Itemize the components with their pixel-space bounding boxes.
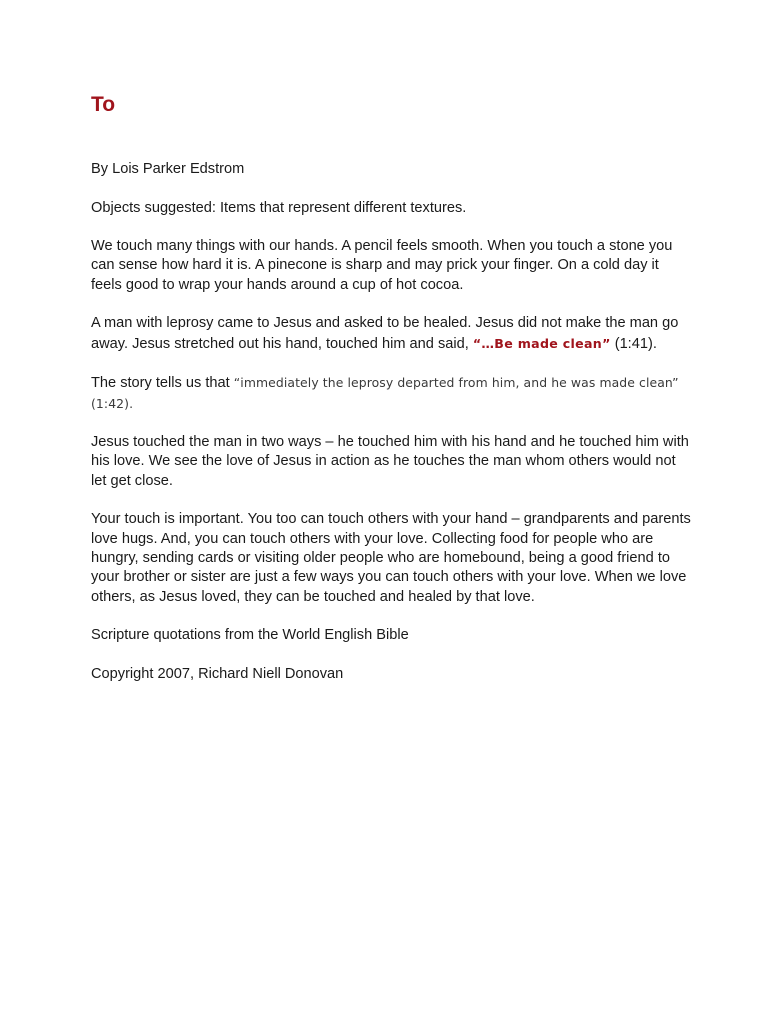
- paragraph-3: [91, 373, 691, 414]
- copyright: Copyright 2007, Richard Niell Donovan: [91, 665, 344, 682]
- scripture-quote-immediately: “immediately the leprosy departed from him, and he was made clean” (1:42).: [91, 375, 679, 411]
- paragraph-5: Your touch is important. You too can touch others with your hand – grandparents and parents love hugs. And, you can touch others with your love. Collecting food for people who are hungry, sending cards or visiting older people who are homebound, being a good friend to your brother or sister are just a few ways you can touch others with your love. When we love others, as Jesus loved, they can be touched and healed by that love.: [91, 511, 691, 605]
- paragraph-4: Jesus touched the man in two ways – he touched him with his hand and he touched him with his love. We see the love of Jesus in action as he touches the man whom others would not let get close.: [91, 434, 689, 489]
- scripture-note: Scripture quotations from the World English Bible: [91, 627, 409, 644]
- paragraph-2-reference: (1:41).: [610, 335, 657, 352]
- paragraph-1: We touch many things with our hands. A pencil feels smooth. When you touch a stone you can sense how hard it is. A pinecone is sharp and may prick your finger. On a cold day it feels good to wrap your hands around a cup of hot cocoa.: [91, 238, 673, 293]
- paragraph-3-text: The story tells us that: [91, 375, 234, 392]
- scripture-quote-be-made-clean: “…Be made clean”: [472, 335, 611, 351]
- paragraph-2-text: A man with leprosy came to Jesus and asked to be healed. Jesus did not make the man go away. Jesus stretched out his hand, touched him and said,: [91, 315, 679, 352]
- document-title: To: [91, 93, 116, 116]
- document-body: [91, 160, 691, 703]
- paragraph-2: [91, 314, 691, 354]
- objects-suggested: Objects suggested: Items that represent different textures.: [91, 199, 467, 216]
- byline: By Lois Parker Edstrom: [91, 161, 245, 177]
